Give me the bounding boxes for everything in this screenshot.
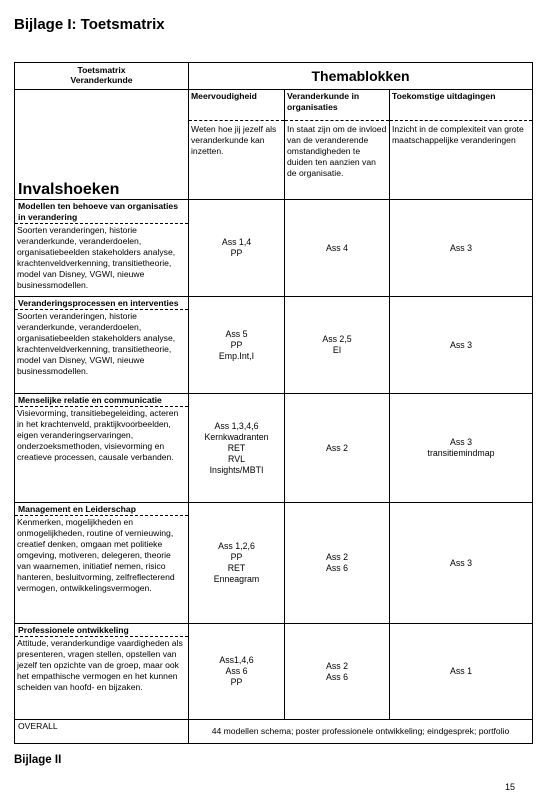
theme-description: Weten hoe jij jezelf als veranderkunde kan inzetten.	[191, 124, 277, 156]
theme-column-1	[189, 90, 285, 200]
overall-label: OVERALL	[15, 720, 189, 744]
assessment-entry: Ass 1,2,6	[218, 541, 255, 551]
assessment-entry: Ass 6	[325, 563, 348, 573]
assessment-cell	[189, 503, 285, 624]
assessment-entry: RET	[227, 442, 246, 453]
overall-row	[15, 720, 533, 744]
assessment-entry: PP	[230, 677, 243, 687]
assessment-entry: Ass 1,4	[221, 237, 252, 247]
row-label	[15, 297, 189, 394]
assessment-entry: Ass 3	[450, 242, 473, 253]
assessment-cell	[390, 297, 533, 394]
assessment-cell	[285, 394, 390, 503]
assessment-entry: EI	[332, 345, 342, 355]
assessment-entry: PP	[230, 339, 243, 350]
theme-description: Inzicht in de complexiteit van grote maatschappelijke veranderingen	[392, 124, 524, 145]
assessment-cell	[189, 297, 285, 394]
assessment-entry: PP	[230, 552, 243, 562]
assessment-cell	[189, 394, 285, 503]
assessment-cell	[390, 624, 533, 720]
row-description: Soorten veranderingen, historie veranderkunde, veranderdoelen, organisatiebeelden stakeholders analyse, krachtenveldverkenning, transitietheorie, model van Disney, VGWI, nieuwe businessmodellen.	[17, 225, 176, 290]
assessment-entry: RET	[227, 563, 246, 573]
assessment-entry: Ass 3	[450, 339, 473, 350]
invalshoeken-label: Invalshoeken	[15, 90, 189, 200]
theme-column-3	[390, 90, 533, 200]
row-description: Soorten veranderingen, historie veranderkunde, veranderdoelen, organisatiebeelden stakeholders analyse, krachtenveldverkenning, transitietheorie, model van Disney, VGWI, nieuwe businessmodellen.	[17, 311, 176, 376]
theme-description: In staat zijn om de invloed van de veranderende omstandigheden te duiden ten aanzien van de organisatie.	[287, 124, 387, 178]
row-title: Management en Leiderschap	[15, 503, 188, 516]
assessment-entry: Ass 6	[325, 671, 348, 682]
assessment-cell	[390, 503, 533, 624]
row-title: Menselijke relatie en communicatie	[15, 394, 188, 407]
table-row	[15, 394, 533, 503]
assessment-entry: Ass 5	[225, 328, 248, 339]
table-row	[15, 200, 533, 297]
assessment-cell	[390, 394, 533, 503]
assessment-entry: Ass1,4,6	[219, 655, 254, 665]
assessment-entry: RVL	[228, 453, 245, 464]
assessment-cell	[285, 624, 390, 720]
assessment-entry: Ass 1	[450, 666, 473, 676]
row-label	[15, 503, 189, 624]
assessment-cell	[390, 200, 533, 297]
table-row	[15, 503, 533, 624]
assessment-entry: Ass 2	[325, 660, 348, 671]
assessment-entry: Insights/MBTI	[209, 464, 264, 475]
assessment-entry: Ass 3	[450, 437, 473, 447]
assessment-cell	[285, 297, 390, 394]
row-label	[15, 394, 189, 503]
assessment-entry: Ass 4	[325, 242, 348, 253]
row-label	[15, 624, 189, 720]
page-number: 15	[505, 782, 516, 792]
corner-label-line1: Toetsmatrix	[77, 65, 126, 75]
row-description: Attitude, veranderkundige vaardigheden als presenteren, vragen stellen, opstellen van jezelf ten opzichte van de groep, maar ook het empathische vermogen en het kunnen scheiden van hoofd- en bijzaken.	[17, 638, 183, 692]
assessment-entry: Emp.Int,I	[218, 350, 255, 361]
assessment-cell	[285, 200, 390, 297]
assessment-entry: Kernkwadranten	[204, 431, 269, 442]
theme-title: Meervoudigheid	[189, 90, 284, 121]
toetsmatrix-table	[14, 62, 533, 744]
page-title: Bijlage I: Toetsmatrix	[14, 16, 165, 33]
table-row	[15, 624, 533, 720]
assessment-entry: Ass 6	[225, 666, 248, 676]
assessment-entry: Ass 3	[450, 557, 473, 568]
assessment-entry: Ass 1,3,4,6	[214, 420, 259, 431]
assessment-cell	[285, 503, 390, 624]
row-label	[15, 200, 189, 297]
assessment-entry: transitiemindmap	[427, 448, 495, 458]
section-title: Bijlage II	[14, 754, 62, 766]
corner-label	[15, 63, 189, 90]
assessment-entry: Ass 2,5	[322, 334, 352, 344]
assessment-cell	[189, 200, 285, 297]
assessment-entry: PP	[230, 248, 243, 258]
assessment-entry: Ass 2	[325, 442, 348, 453]
overall-text: 44 modellen schema; poster professionele ontwikkeling; eindgesprek; portfolio	[189, 720, 533, 744]
table-row	[15, 297, 533, 394]
row-title: Modellen ten behoeve van organisaties in verandering	[15, 200, 188, 224]
assessment-entry: Ass 2	[325, 552, 348, 562]
row-description: Visievorming, transitiebegeleiding, acteren in het krachtenveld, praktijkvoorbeelden, eigen veranderingservaringen, onderzoeksmethoden, visievorming en creatieve processen, causale verbanden.	[17, 408, 179, 462]
corner-label-line2: Veranderkunde	[70, 75, 133, 85]
theme-title: Toekomstige uitdagingen	[390, 90, 532, 121]
row-description: Kenmerken, mogelijkheden en onmogelijkheden, routine of vernieuwing, creatief denken, omgaan met politieke omgeving, motiveren, delegeren, theorie van waarnemen, initiatief nemen, risico hanteren, besluitvorming, zelfreflecterend vermogen, ontwikkelingsvermogen.	[17, 517, 175, 593]
theme-title: Veranderkunde in organisaties	[285, 90, 389, 121]
row-title: Veranderingsprocessen en interventies	[15, 297, 188, 310]
assessment-entry: Enneagram	[213, 574, 260, 584]
assessment-cell	[189, 624, 285, 720]
row-title: Professionele ontwikkeling	[15, 624, 188, 637]
theme-column-2	[285, 90, 390, 200]
themes-header: Themablokken	[189, 63, 533, 90]
